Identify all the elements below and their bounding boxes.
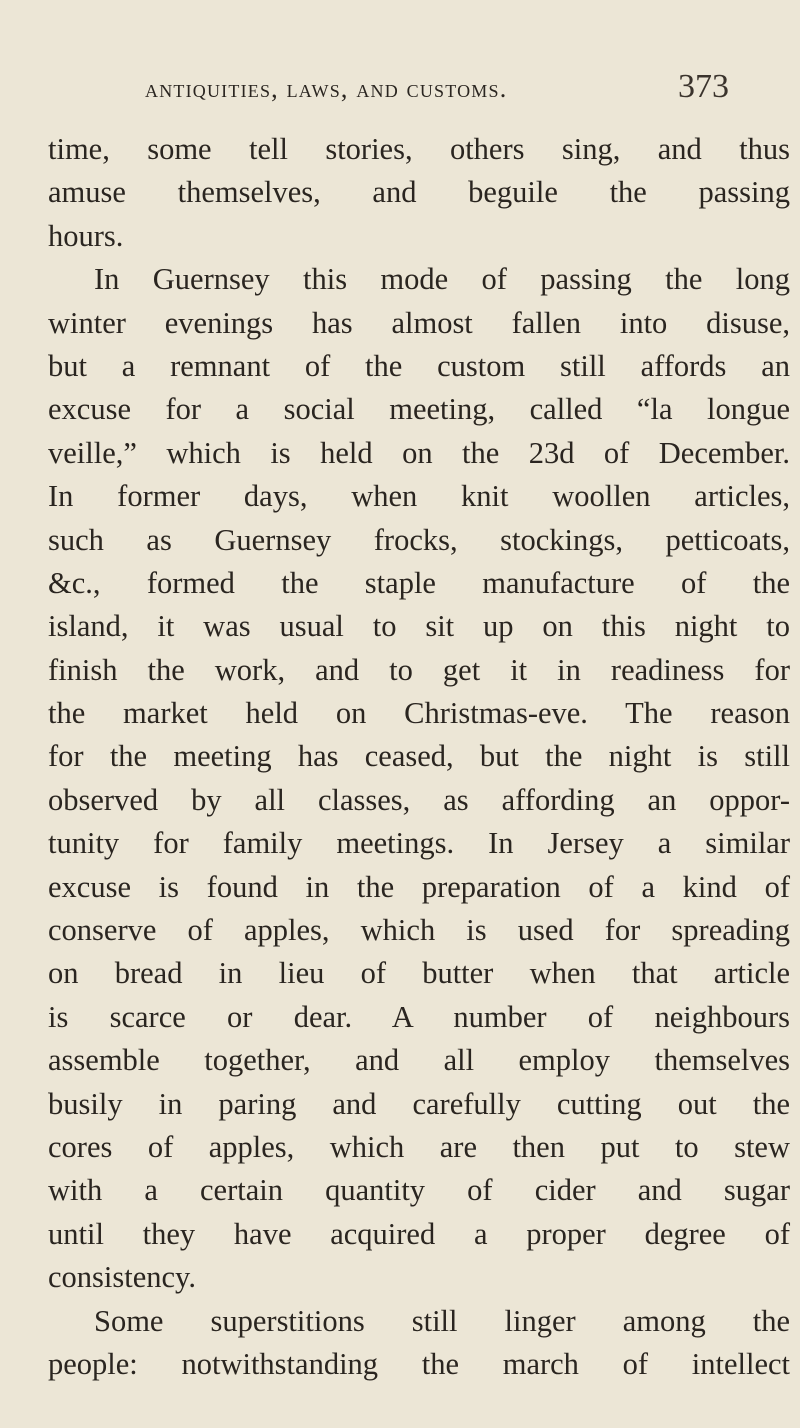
- text-line: excuse is found in the preparation of a kind of: [48, 869, 790, 904]
- text-line: finish the work, and to get it in readiness for: [48, 652, 790, 687]
- text-line: people: notwithstanding the march of intellect: [48, 1346, 790, 1381]
- text-line: hours.: [48, 218, 124, 253]
- page-number: 373: [678, 68, 729, 105]
- text-line: excuse for a social meeting, called “la longue: [48, 392, 790, 427]
- running-header-title: antiquities, laws, and customs.: [145, 74, 508, 103]
- text-line: the market held on Christmas-eve. The reason: [48, 696, 790, 731]
- text-line: consistency.: [48, 1260, 196, 1295]
- text-line: winter evenings has almost fallen into disuse,: [48, 305, 790, 340]
- text-line: but a remnant of the custom still affords an: [48, 348, 790, 383]
- text-line: &c., formed the staple manufacture of the: [48, 565, 790, 600]
- text-line: amuse themselves, and beguile the passing: [48, 175, 790, 210]
- text-line: such as Guernsey frocks, stockings, petticoats,: [48, 522, 790, 557]
- text-line: veille,” which is held on the 23d of December.: [48, 435, 790, 470]
- text-line: cores of apples, which are then put to stew: [48, 1129, 790, 1164]
- text-line: assemble together, and all employ themselves: [48, 1043, 790, 1078]
- text-line: Some superstitions still linger among the: [94, 1303, 790, 1338]
- text-line: on bread in lieu of butter when that article: [48, 956, 790, 991]
- text-line: until they have acquired a proper degree of: [48, 1216, 790, 1251]
- text-line: In Guernsey this mode of passing the long: [94, 262, 790, 297]
- text-line: is scarce or dear. A number of neighbours: [48, 999, 790, 1034]
- text-line: conserve of apples, which is used for spreading: [48, 913, 790, 948]
- text-line: time, some tell stories, others sing, and thus: [48, 132, 790, 166]
- text-line: In former days, when knit woollen articles,: [48, 479, 790, 514]
- text-line: for the meeting has ceased, but the night is still: [48, 739, 790, 774]
- text-line: with a certain quantity of cider and sugar: [48, 1173, 790, 1208]
- text-line: island, it was usual to sit up on this night to: [48, 609, 790, 644]
- text-line: tunity for family meetings. In Jersey a similar: [48, 826, 790, 861]
- text-line: observed by all classes, as affording an oppor-: [48, 782, 790, 817]
- text-line: busily in paring and carefully cutting out the: [48, 1086, 790, 1121]
- body-text: [48, 128, 790, 1386]
